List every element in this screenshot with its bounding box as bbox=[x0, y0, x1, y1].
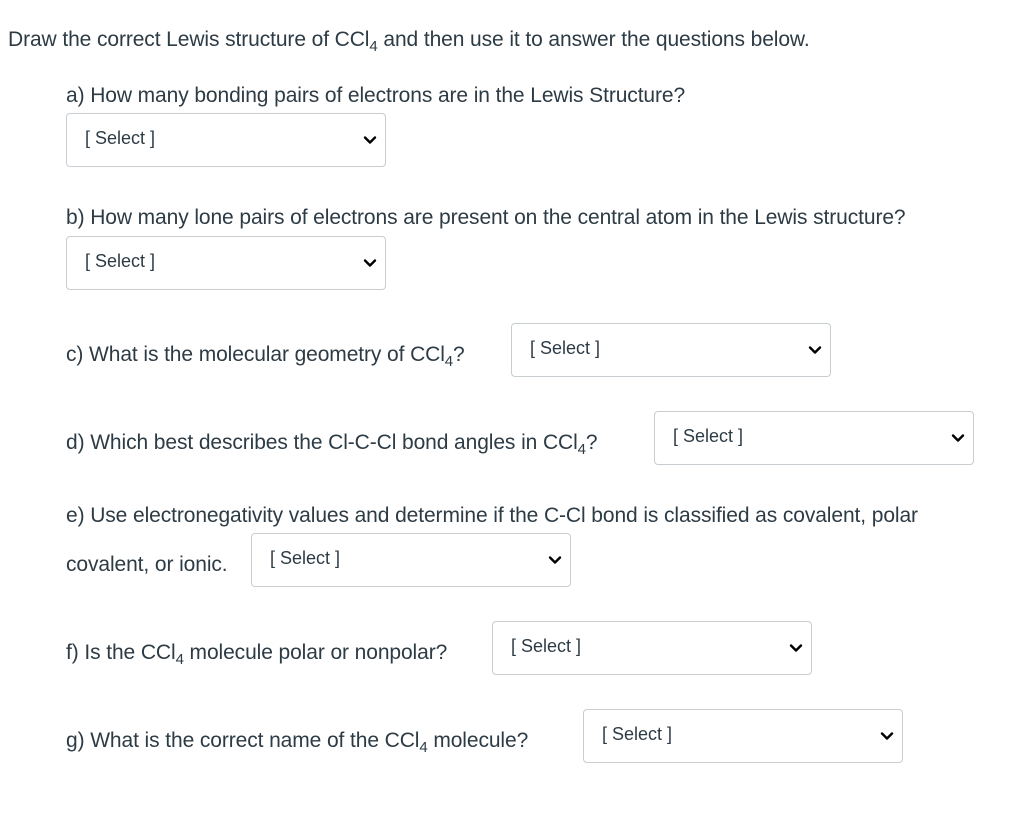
chevron-down-icon bbox=[951, 431, 965, 445]
question-g-select[interactable] bbox=[583, 709, 903, 763]
question-c-text: c) What is the molecular geometry of CCl$_4$? bbox=[66, 343, 465, 370]
question-e-text: e) Use electronegativity values and determine if the C-Cl bond is classified as covalent, polar bbox=[66, 504, 918, 527]
chevron-down-icon bbox=[789, 641, 803, 655]
select-value: [ Select ] bbox=[85, 128, 156, 148]
chevron-down-icon bbox=[808, 343, 822, 357]
chevron-down-icon bbox=[548, 553, 562, 567]
question-e-select[interactable] bbox=[251, 533, 571, 587]
chevron-down-icon bbox=[880, 729, 894, 743]
question-b-select[interactable] bbox=[66, 236, 386, 290]
question-g-text: g) What is the correct name of the CCl$_4$ molecule? bbox=[66, 729, 529, 756]
select-value: [ Select ] bbox=[511, 636, 582, 656]
question-a-text: a) How many bonding pairs of electrons are in the Lewis Structure? bbox=[66, 84, 686, 107]
question-d-text: d) Which best describes the Cl-C-Cl bond angles in CCl$_4$? bbox=[66, 431, 598, 458]
question-f-text: f) Is the CCl$_4$ molecule polar or nonpolar? bbox=[66, 641, 448, 668]
chevron-down-icon bbox=[363, 256, 377, 270]
intro-text: Draw the correct Lewis structure of CCl$_4$ and then use it to answer the questions below. bbox=[8, 28, 810, 55]
question-b-text: b) How many lone pairs of electrons are present on the central atom in the Lewis structure? bbox=[66, 206, 906, 229]
chevron-down-icon bbox=[363, 133, 377, 147]
select-value: [ Select ] bbox=[270, 548, 341, 568]
question-e-text-line2: covalent, or ionic. bbox=[66, 553, 228, 576]
question-c-select[interactable] bbox=[511, 323, 831, 377]
question-a-select[interactable] bbox=[66, 113, 386, 167]
select-value: [ Select ] bbox=[85, 251, 156, 271]
question-f-select[interactable] bbox=[492, 621, 812, 675]
select-value: [ Select ] bbox=[602, 724, 673, 744]
select-value: [ Select ] bbox=[530, 338, 601, 358]
question-d-select[interactable] bbox=[654, 411, 974, 465]
select-value: [ Select ] bbox=[673, 426, 744, 446]
